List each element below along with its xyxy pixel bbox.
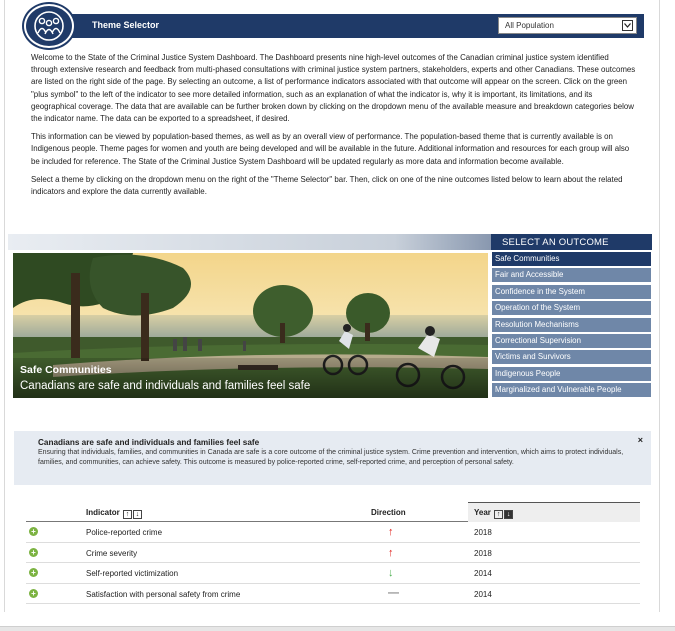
intro-paragraph-3: Select a theme by clicking on the dropdown menu on the right of the "Theme Selector" bar. Then, click on one of the nine outcomes listed below to learn about the related indicators and explore the data currently available. <box>31 174 623 197</box>
theme-selector-label: Theme Selector <box>92 20 160 30</box>
table-row <box>26 563 640 584</box>
theme-dropdown-value: All Population <box>505 21 554 30</box>
indicator-table <box>26 502 640 604</box>
table-header-row <box>26 502 640 522</box>
table-row <box>26 522 640 543</box>
expand-plus-icon[interactable]: + <box>29 568 38 577</box>
outcome-marginalized-and-vulnerable-people[interactable]: Marginalized and Vulnerable People <box>492 383 651 397</box>
indicator-name: Police-reported crime <box>86 528 163 537</box>
outcome-safe-communities[interactable]: Safe Communities <box>492 252 651 266</box>
outcome-description-text: Ensuring that individuals, families, and communities in Canada are safe is a core outcome of the criminal justice system. Crime prevention and intervention, which aims to protect individuals, families, and communities, can achieve safety. This outcome is measured by police-reported crime, self-reported crime, and perception of personal safety. <box>38 449 624 467</box>
outcome-photo <box>13 253 488 398</box>
expand-plus-icon[interactable]: + <box>29 527 38 536</box>
direction-up-icon: ↑ <box>388 526 394 538</box>
year-header-label: Year <box>474 508 491 517</box>
sort-down-icon[interactable]: ↓ <box>504 510 513 519</box>
outcome-correctional-supervision[interactable]: Correctional Supervision <box>492 334 651 348</box>
direction-column-header: Direction <box>371 508 406 517</box>
photo-caption-subtitle: Canadians are safe and individuals and families feel safe <box>20 380 311 392</box>
theme-dropdown[interactable] <box>498 17 637 34</box>
outcome-operation-of-the-system[interactable]: Operation of the System <box>492 301 651 315</box>
year-cell-background <box>468 522 640 542</box>
chevron-down-icon[interactable] <box>622 20 633 31</box>
table-row <box>26 543 640 564</box>
indicator-year: 2014 <box>474 569 492 578</box>
expand-plus-icon[interactable]: + <box>29 548 38 557</box>
direction-flat-icon: — <box>388 586 399 599</box>
indicator-name: Crime severity <box>86 548 138 558</box>
outcome-resolution-mechanisms[interactable]: Resolution Mechanisms <box>492 318 651 332</box>
table-row <box>26 584 640 605</box>
photo-caption-title: Safe Communities <box>20 364 112 376</box>
direction-up-icon: ↑ <box>388 546 394 559</box>
indicator-name: Self-reported victimization <box>86 569 179 578</box>
indicator-name: Satisfaction with personal safety from crime <box>86 589 241 599</box>
year-cell-background <box>468 543 640 563</box>
people-group-icon <box>32 11 66 41</box>
outcome-indigenous-people[interactable]: Indigenous People <box>492 367 651 381</box>
outcome-description-box <box>14 431 651 485</box>
table-body <box>26 522 640 604</box>
year-cell-background <box>468 584 640 604</box>
intro-text <box>31 52 637 204</box>
outcome-list <box>492 252 651 400</box>
direction-down-icon: ↓ <box>388 567 394 579</box>
year-column-header[interactable] <box>474 508 513 519</box>
photo-caption <box>13 358 488 398</box>
expand-plus-icon[interactable]: + <box>29 589 38 598</box>
indicator-header-label: Indicator <box>86 508 120 517</box>
indicator-column-header[interactable] <box>86 508 142 519</box>
year-cell-background <box>468 563 640 583</box>
sort-up-icon[interactable]: ↑ <box>123 510 132 519</box>
theme-selector-bar <box>40 14 644 38</box>
horizontal-scrollbar[interactable] <box>0 626 675 631</box>
outcome-description-title: Canadians are safe and individuals and families feel safe <box>38 438 260 447</box>
outcome-confidence-in-the-system[interactable]: Confidence in the System <box>492 285 651 299</box>
indicator-year: 2018 <box>474 528 492 537</box>
sort-down-icon[interactable]: ↓ <box>133 510 142 519</box>
dashboard-logo <box>24 4 74 48</box>
outcome-fair-and-accessible[interactable]: Fair and Accessible <box>492 268 651 282</box>
outcome-victims-and-survivors[interactable]: Victims and Survivors <box>492 350 651 364</box>
indicator-year: 2014 <box>474 589 492 599</box>
select-outcome-header: SELECT AN OUTCOME <box>491 234 652 250</box>
close-icon[interactable]: × <box>637 435 643 445</box>
indicator-year: 2018 <box>474 548 492 558</box>
intro-paragraph-2: This information can be viewed by population-based themes, as well as by an overall view of performance. The population-based theme that is currently available is on Indigenous people. Theme pages for women and youth are being developed and will be available in the future. Additional information and resources for each group will also be included for reference. The State of the Criminal Justice System Dashboard will be updated regularly as more data and information become available. <box>31 132 630 166</box>
sort-up-icon[interactable]: ↑ <box>494 510 503 519</box>
intro-paragraph-1: Welcome to the State of the Criminal Justice System Dashboard. The Dashboard presents nine high-level outcomes of the Canadian criminal justice system identified through extensive research and feedback from multi-phased consultations with criminal justice system partners, stakeholders, experts and other Canadians. These outcomes are listed on the right side of the page. By selecting an outcome, a list of performance indicators associated with that outcome will appear on the screen. Click on the green "plus symbol" to the left of the indicator to see more detailed information, such as an explanation of what the indicator is, why it is important, its limitations, and its geographical coverage. The data that are available can be further broken down by clicking on the dropdown menu of the available measure and breakdown categories below the indicator name. The data can be exported to a spreadsheet, if desired. <box>31 53 636 124</box>
